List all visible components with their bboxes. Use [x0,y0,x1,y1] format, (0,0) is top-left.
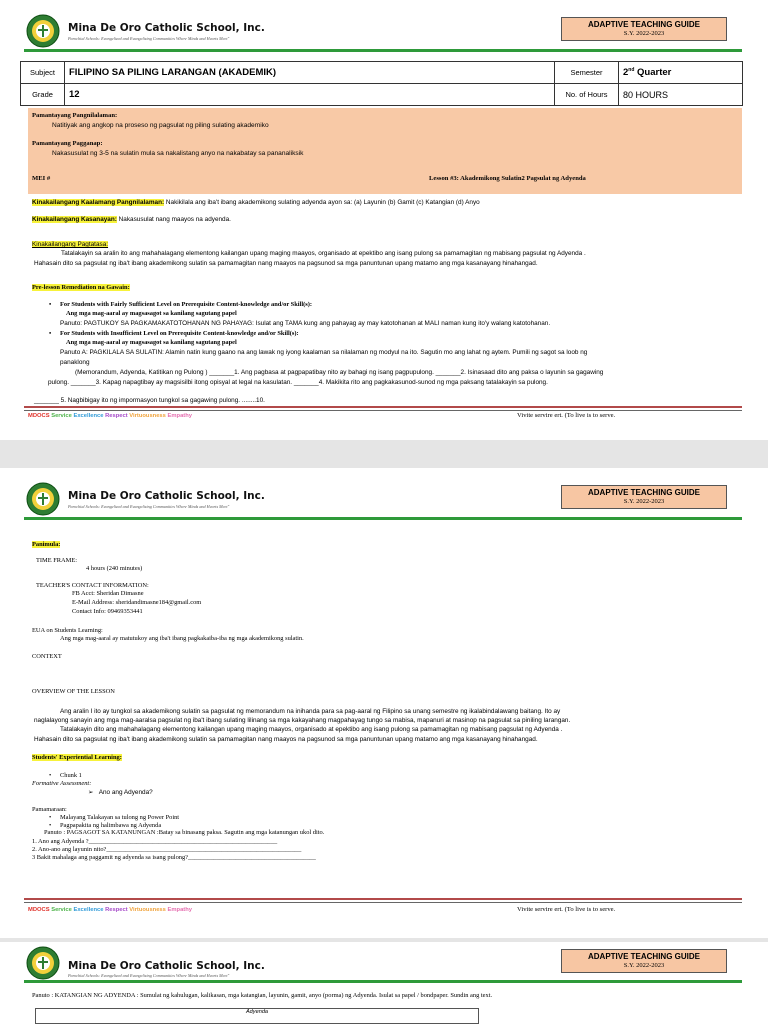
semester-num: 2 [623,67,629,79]
guide-title: ADAPTIVE TEACHING GUIDE [587,488,700,497]
school-motto: Parochial Schools: Evangelized and Evangelizing Communities Where Minds and Hearts Meet" [68,36,230,41]
overview-line-4: Hahasain dito sa pagsulat ng iba't ibang akademikong sulatin sa pamamagitan nang maayos na pagsunod sa mga panuntunan upang matamo ang mga kasanayang hinahangad. [34,736,538,743]
value-virtuousness: Virtuousness [129,413,166,419]
semester-value [619,62,743,84]
chunk-label: • Chunk 1 [60,772,82,780]
value-excellence: Excellence [73,413,104,419]
overview-line-1: Ang aralin I ito ay tungkol sa akademikong sulatin sa pagsulat ng memorandum na inihanda para sa pag-aaral ng Filipino sa unang semestre ng ikalabindalawang baitang. Ito ay [60,708,561,715]
bullet-2-sub: Ang mga mag-aaral ay magsasagot sa kanilang sagutang papel [66,339,237,346]
kaalaman-text: Nakikilala ang iba't ibang akademikong sulating adyenda ayon sa: (a) Layunin (b) Gamit (c) Katangian (d) Anyo [164,199,480,206]
item-5: _______ 5. Nagbibigay ito ng impormasyon tungkol sa gagawing pulong. ........10. [34,397,265,404]
school-name: Mina De Oro Catholic School, Inc. [68,22,265,34]
school-motto: Parochial Schools: Evangelized and Evangelizing Communities Where Minds and Hearts Meet" [68,504,230,509]
arrow-icon: ➢ [88,789,99,796]
footer-rule-thin [24,410,742,411]
school-name: Mina De Oro Catholic School, Inc. [68,960,265,972]
standards-block [28,108,742,194]
question-1: 1. Ano ang Adyenda ?___________________________________________________________ [32,838,278,845]
value-empathy: Empathy [167,413,192,419]
kasanayan-label: Kinakailangang Kasanayan: [32,216,117,223]
lesson-label: Lesson #3: Akademikong Sulatin2 Pagsulat ng Adyenda [429,175,586,182]
guide-title: ADAPTIVE TEACHING GUIDE [587,20,700,29]
page-gap [0,440,768,468]
value-virtuousness: Virtuousness [129,907,166,913]
school-logo-icon [26,14,60,48]
overview-line-2: naglalayong sanayin ang mga mag-aaralsa pagsulat ng iba't ibang sulating lilinang sa mga kakayahang magpahayag tungo sa mabisa, mapanuri at masinop na pagsulat sa piniling larangan. [34,717,571,724]
bullet-2-cont: pulong. _______3. Kapag napagtibay ay magsisilbi itong opisyal at legal na kasulatan. _______4. Makikita rito ang pagkakasunod-sunod ng mga paksang tatalakayin sa pulong. [48,379,548,386]
value-service: Service [51,413,72,419]
bullet-2-head: • For Students with Insufficient Level on Prerequisite Content-knowledge and/or Skill(s): [60,330,299,338]
semester-label: Semester [555,62,619,84]
page-2 [0,468,768,938]
value-excellence: Excellence [73,907,104,913]
remediation-label: Pre-lesson Remediation na Gawain: [32,284,130,291]
grade-value: 12 [65,84,555,106]
overview-line-3: Tatalakayin dito ang mahahalagang elementong kailangan upang maging maayos, organisado at epektibo ang isang pulong sa pamamagitan ng mabisang pagsulat ng Adyenda . [60,726,563,733]
school-motto: Parochial Schools: Evangelized and Evangelizing Communities Where Minds and Hearts Meet" [68,973,230,978]
ano-line [88,789,153,797]
footer-rule-thin [24,902,742,903]
contact-fb: FB Acct: Sheridan Dimasne [72,590,144,597]
timeframe-label: TIME FRAME: [36,557,78,564]
mei-label: MEI # [32,175,51,182]
school-year: S.Y. 2022-2023 [623,962,665,969]
timeframe-value: 4 hours (240 minutes) [86,565,143,572]
subject-value: FILIPINO SA PILING LARANGAN (AKADEMIK) [65,62,555,84]
semester-word: Quarter [634,67,672,79]
formative-label: Formative Assessment: [32,780,92,787]
bullet-1-sub: Ang mga mag-aaral ay magsasagot sa kanilang sagutang papel [66,310,237,317]
value-mdocs: MDOCS [28,907,50,913]
page-header [0,0,768,52]
kasanayan-line [32,216,231,224]
school-logo-icon [26,946,60,980]
adyenda-table [35,1008,479,1024]
hours-value: 80 HOURS [619,84,743,106]
green-rule [24,517,742,520]
value-empathy: Empathy [167,907,192,913]
pamamaraan-item-2: • Pagpapakita ng halimbawa ng Adyenda [60,822,161,830]
subject-table [20,61,743,106]
eua-text: Ang mga mag-aaral ay matutukoy ang iba't ibang pagkakaiba-iba ng mga akademikong sulatin. [60,635,304,642]
page-header [0,468,768,520]
student-learning-label: Students' Experiential Learning: [32,754,122,761]
value-respect: Respect [105,413,128,419]
pagtatasa-line-2: Hahasain dito sa pagsulat ng iba't ibang akademikong sulatin sa pamamagitan nang maayos na pagsunod sa mga panuntunan upang matamo ang mga kasanayang hinahangad. [34,260,538,267]
pamamaraan-item-1: • Malayang Talakayan sa tulong ng Power Point [60,814,179,822]
guide-badge [561,485,727,509]
kaalaman-line [32,199,480,207]
panimula-label: Panimula: [32,541,61,548]
school-name: Mina De Oro Catholic School, Inc. [68,490,265,502]
school-year: S.Y. 2022-2023 [623,30,665,37]
adyenda-table-head: Adyenda [245,1009,269,1015]
footer-rule [24,406,742,408]
core-values [28,907,192,913]
bullet-1-panuto: Panuto: PAGTUKOY SA PAGKAMAKATOTOHANAN NG PAHAYAG: Isulat ang TAMA kung ang pahayag ay may katotohanan at MALI naman kung ito'y walang katotohanan. [60,320,551,327]
pagtatasa-line-1: Tatalakayin sa aralin ito ang mahahalagang elementong kailangan upang maging maayos, organisado at epektibo ang isang pulong sa pamamagitan ng mabisang pagsulat ng Adyenda . [61,250,586,257]
pamamaraan-label: Pamamaraan: [32,806,67,813]
school-year: S.Y. 2022-2023 [623,498,665,505]
footer-rule [24,898,742,900]
pamantayan-pagganap-label: Pamantayang Pagganap: [32,140,103,147]
remediation-line [32,284,130,292]
ano-label: Ano ang Adyenda? [98,789,153,796]
student-learning-line [32,754,122,762]
contact-label: TEACHER'S CONTACT INFORMATION: [36,582,149,589]
bullet-1-head: • For Students with Fairly Sufficient Level on Prerequisite Content-knowledge and/or Skill(s): [60,301,312,309]
pamantayan-pangnilalaman-label: Pamantayang Pangnilalaman: [32,112,118,119]
panimula-line [32,541,60,549]
pamantayan-pangnilalaman-text: Natitiyak ang angkop na proseso ng pagsulat ng piling sulating akademiko [52,122,269,129]
green-rule [24,980,742,983]
school-logo-icon [26,482,60,516]
page3-panuto: Panuto : KATANGIAN NG ADYENDA : Sumulat ng kahulugan, kalikasan, mga katangian, layunin, gamit, anyo (porma) ng Adyenda. Isulat sa papel / bondpaper. Sundin ang text. [32,992,493,999]
page-3 [0,942,768,1024]
semester-sup: nd [628,66,635,73]
core-values [28,413,192,419]
contact-email: E-Mail Address: sheridandimasne184@gmail.com [72,599,202,606]
question-3: 3 Bakit mahalaga ang paggamit ng adyenda sa isang pulong?________________________________________ [32,854,316,861]
page-header [0,942,768,994]
guide-badge [561,17,727,41]
eua-label: EUA on Students Learning: [32,627,103,634]
pagtatasa-label: Kinakailangang Pagtatasa: [32,241,109,248]
pagtatasa-line [32,241,108,249]
bullet-2-choices: (Memorandum, Adyenda, Katitikan ng Pulong ) _______1. Ang pagbasa at pagpapatibay nito ay bahagi ng isang pagpupulong. _______2. Isinasaad dito ang paksa o layunin sa gagawing [75,369,604,376]
grade-label: Grade [21,84,65,106]
guide-badge [561,949,727,973]
green-rule [24,49,742,52]
kaalaman-label: Kinakailangang Kaalamang Pangnilalaman: [32,199,165,206]
vision-text: Vivite servire ert. (To live is to serve. [517,906,616,913]
vision-text: Vivite servire ert. (To live is to serve. [517,412,616,419]
hours-label: No. of Hours [555,84,619,106]
kasanayan-text: Nakasusulat nang maayos na adyenda. [116,216,231,223]
pamantayan-pagganap-text: Nakasusulat ng 3-5 na sulatin mula sa nakalistang anyo na nakabatay sa pananaliksik [52,150,304,157]
bullet-2-panaklong: panaklong [60,359,90,366]
question-2: 2. Ano-ano ang layunin nito?_____________________________________________________________ [32,846,302,853]
subject-label: Subject [21,62,65,84]
page2-panuto: Panuto : PAGSAGOT SA KATANUNGAN :Batay sa binasang paksa. Sagutin ang mga katanungan ukol dito. [44,829,325,836]
context-heading: CONTEXT [32,653,62,660]
value-service: Service [51,907,72,913]
bullet-2-panuto: Panuto A: PAGKILALA SA SULATIN: Alamin natin kung gaano na ang lawak ng iyong kaalaman sa nilalaman ng modyul na ito. Sagutin mo ang lahat ng aytem. Pumili ng sagot sa loob ng [60,349,588,356]
value-mdocs: MDOCS [28,413,50,419]
guide-title: ADAPTIVE TEACHING GUIDE [587,952,700,961]
overview-heading: OVERVIEW OF THE LESSON [32,688,115,695]
page-1 [0,0,768,440]
value-respect: Respect [105,907,128,913]
contact-number: Contact Info: 09469353441 [72,608,143,615]
